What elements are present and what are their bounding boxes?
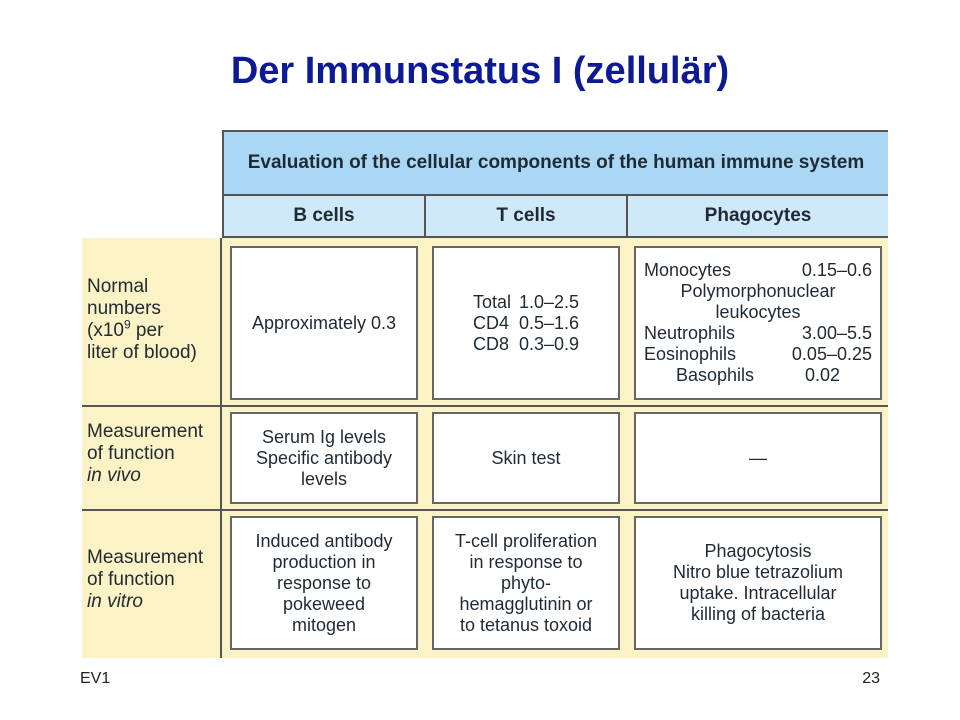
cell-t-cells-in-vitro (432, 516, 620, 650)
cell-line: levels (300, 468, 348, 489)
row-label-line: of function (87, 569, 175, 590)
cell-phagocytes-in-vitro (634, 516, 882, 650)
column-header-t-cells: T cells (424, 196, 626, 238)
row-label-line: Normal (87, 276, 149, 297)
cell-line: to tetanus toxoid (459, 614, 593, 635)
cell-line: hemagglutinin or (459, 593, 593, 614)
slide-title: Der Immunstatus I (zellulär) (230, 50, 730, 92)
cell-line: Induced antibody (255, 530, 393, 551)
row-label-line: liter of blood) (87, 342, 197, 363)
cell-b-cells-in-vitro (230, 516, 418, 650)
cell-line: pokeweed (282, 593, 366, 614)
column-header-b-cells: B cells (222, 196, 424, 238)
row-label-line: ($x10^9$ per (87, 317, 164, 341)
cell-line: Phagocytosis (704, 541, 812, 561)
table-row: Total 1.0–2.5 (472, 291, 580, 312)
row-label-normal-numbers (82, 238, 222, 406)
t-cell-counts (469, 292, 583, 355)
row-label-line: in vivo (87, 465, 141, 486)
table-row: CD8 0.3–0.9 (472, 333, 580, 354)
list-item: Basophils 0.02 (676, 365, 840, 385)
cell-b-cells-in-vivo (230, 412, 418, 504)
cell-t-cells-in-vivo: Skin test (432, 412, 620, 504)
cell-line: killing of bacteria (690, 604, 826, 624)
cell-line: mitogen (291, 614, 357, 635)
immune-evaluation-table (82, 130, 888, 658)
cell-line: phyto- (500, 572, 552, 593)
row-label-in-vitro (82, 511, 222, 658)
cell-phagocytes-normal (634, 246, 882, 400)
footer-label: EV1 (80, 670, 111, 687)
cell-line: Nitro blue tetrazolium (672, 562, 844, 582)
cell-line: T-cell proliferation (454, 530, 598, 551)
row-label-line: in vitro (87, 591, 143, 612)
row-label-line: numbers (87, 298, 161, 319)
cell-line: in response to (469, 551, 583, 572)
list-item: Polymorphonuclear (680, 281, 836, 301)
row-label-in-vivo (82, 407, 222, 509)
cell-b-cells-normal: Approximately 0.3 (230, 246, 418, 400)
table-corner (82, 130, 222, 238)
phagocyte-counts (636, 260, 880, 386)
list-item: Monocytes 0.15–0.6 (644, 260, 872, 280)
page-number: 23 (862, 670, 880, 687)
row-label-line: Measurement (87, 547, 204, 568)
row-label-line: Measurement (87, 421, 204, 442)
cell-line: response to (276, 572, 372, 593)
column-header-phagocytes: Phagocytes (626, 196, 888, 238)
list-item: Neutrophils 3.00–5.5 (644, 323, 872, 343)
table-header: Evaluation of the cellular components of the human immune system (222, 130, 888, 196)
cell-t-cells-normal (432, 246, 620, 400)
cell-line: Specific antibody (255, 447, 393, 468)
cell-line: uptake. Intracellular (679, 583, 837, 603)
cell-line: Serum Ig levels (261, 426, 387, 447)
list-item: leukocytes (715, 302, 801, 322)
cell-phagocytes-in-vivo: — (634, 412, 882, 504)
cell-line: production in (272, 551, 376, 572)
list-item: Eosinophils 0.05–0.25 (644, 344, 872, 364)
row-label-line: of function (87, 443, 175, 464)
table-row: CD4 0.5–1.6 (472, 312, 580, 333)
